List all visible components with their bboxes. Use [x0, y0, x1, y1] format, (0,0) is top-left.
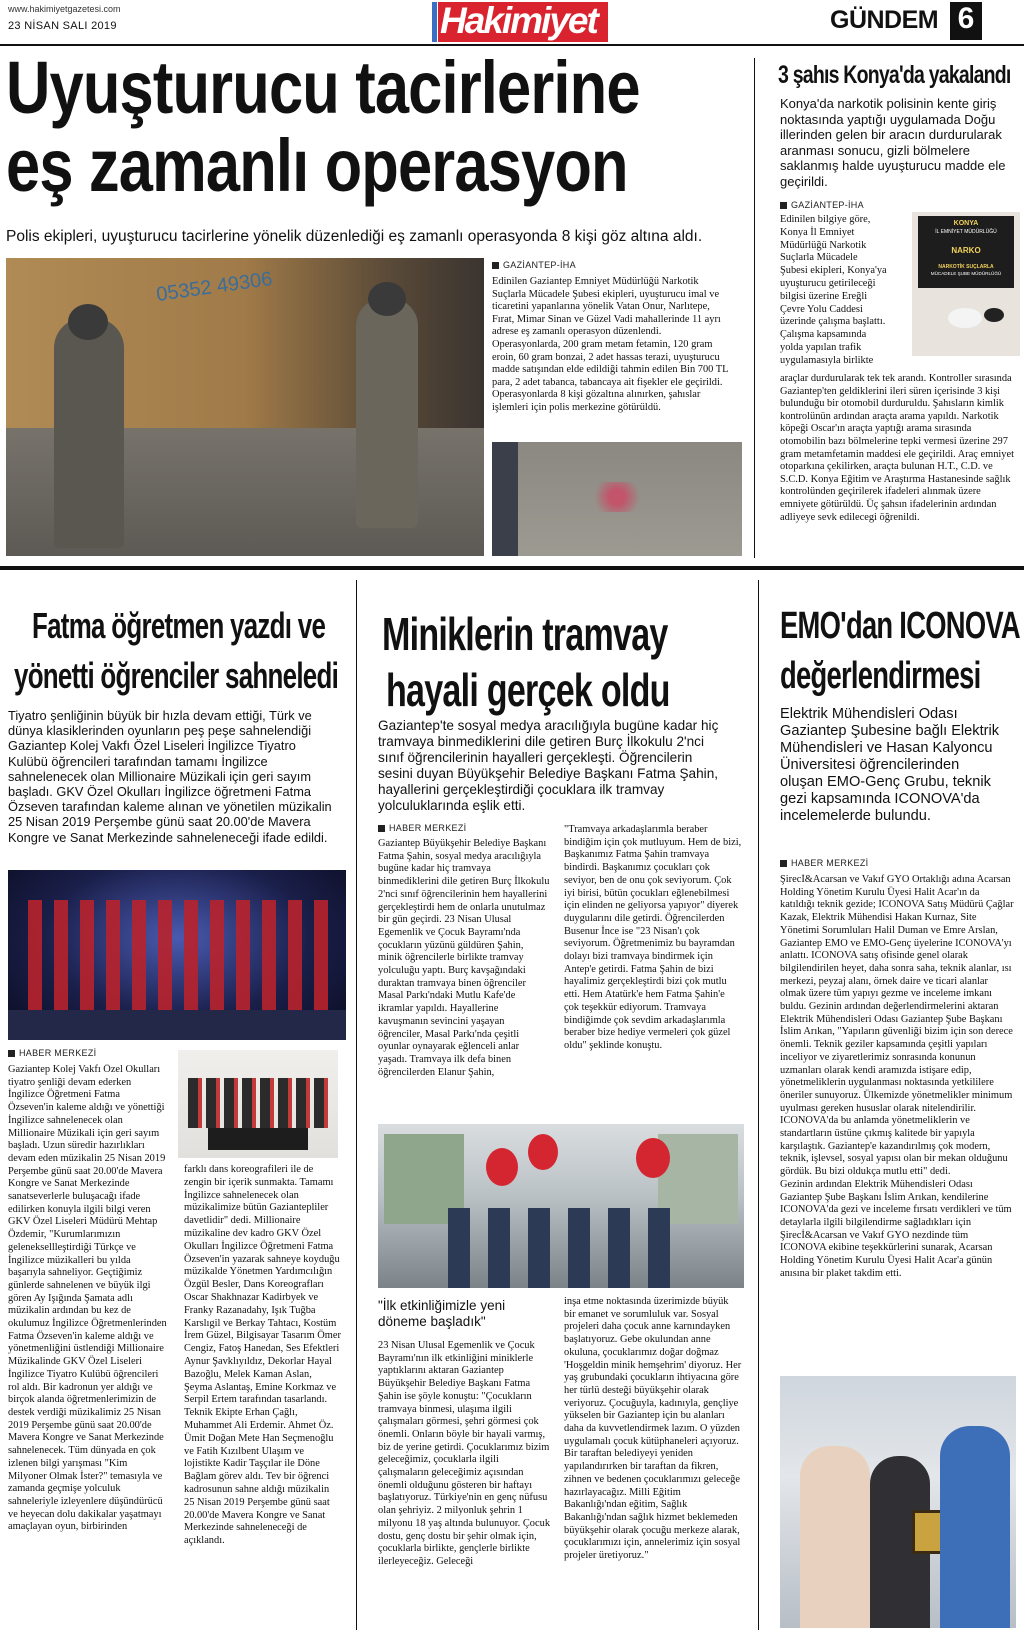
- konya-evidence-black: [984, 308, 1004, 322]
- konya-sign-line3: NARKOTİK SUÇLARLA: [938, 264, 994, 270]
- tram-children: [448, 1208, 678, 1288]
- lead-dek: Polis ekipleri, uyuşturucu tacirlerine yönelik düzenlediği eş zamanlı operasyonda 8 kişi göz altına aldı.: [6, 228, 703, 245]
- tram-headline-line1: Miniklerin tramvay: [382, 608, 668, 660]
- tram-body-col1: Gaziantep Büyükşehir Belediye Başkanı Fatma Şahin, sosyal medya aracılığıyla bugüne kadar hiç tramvaya binmediklerini dile getiren Burç İlkokulu 2'nci sınıf öğrencilerinin hem hayallerini gerçekleştirdi hem de onlarla unutulmaz bir gün geçirdi. 23 Nisan Ulusal Egemenlik ve Çocuk Bayramı'nda çocukların yüzünü güldüren Şahin, minik öğrencilerle birlikte tramvay yolculuğu yaptı. Burç kavşağındaki duraktan tramvaya binen öğrenciler Masal Parkı'ndaki Mutlu Kafe'de ikramlar yapıldı. Hayallerine kavuşmanın sevincini yaşayan öğrenciler, Masal Parkı'nda çeşitli oyunlar oynayarak eğlenceli anlar yaşadı. Tramvaya ilk defa binen öğrencilerden Elanur Şahin,: [378, 838, 550, 1078]
- section-name: GÜNDEM: [830, 6, 939, 34]
- emo-person-right: [940, 1426, 1010, 1628]
- stage-floor: [8, 1010, 346, 1040]
- konya-headline: 3 şahıs Konya'da yakalandı: [778, 61, 1011, 89]
- lead-byline: GAZİANTEP-İHA: [492, 260, 576, 270]
- officer-left: [54, 318, 124, 548]
- officer-right: [356, 298, 418, 528]
- tram-body-col2: "Tramvaya arkadaşlarımla beraber bindiğim için çok mutluyum. Hem de bizi, Başkanımız Fatma Şahin tramvaya bindirdi. Başkanımız çocukları çok seviyor, ben de onu çok seviyorum. Çok iyi birisi, bütün çocukları eğlenebilmesi için elinden ne geliyorsa yapıyor" diyerek duygularını dile getirdi. Öğrencilerden Busenur İnce ise "23 Nisan'ı çok seviyorum. Öğretmenimiz bu bayramdan dolayı bizi tramvaya bindirmek için Antep'e getirdi. Fatma Şahin de bizi hayalimiz gerçekleştirdi bizi çok mutlu etti. Hem Atatürk'e hem Fatma Şahin'e çok teşekkür ediyorum. Tramvaya bindiğimde çok sevdim arkadaşlarımla beraber bize hediye vermeleri çok güzel oldu" şeklinde konuştu.: [564, 824, 742, 1051]
- officer-left-helmet: [68, 304, 108, 340]
- issue-date: 23 NİSAN SALI 2019: [8, 20, 117, 32]
- group-table: [208, 1128, 308, 1150]
- lead-headline-line2: eş zamanlı operasyon: [6, 124, 628, 207]
- lead-body: Edinilen Gaziantep Emniyet Müdürlüğü Narkotik Suçlarla Mücadele Şubesi ekipleri, uyuşturucu imal ve ticaretini yapanlarına yönelik Vatan Onur, Narlıtepe, Fırat, Mimar Sinan ve Güzel Vadi mahallerinde 11 ayrı adrese eş zamanlı operasyon düzenlendi. Operasyonlarda, 200 gram metam fetamin, 120 gram eroin, 60 gram bonzai, 2 adet hassas terazi, uyuşturucu madde satışından elde edildiği tahmin edilen Bin 700 TL para, 2 adet tabanca, tabancaya ait fişekler ele geçirildi. Operasyonlarda 8 kişi gözaltına alınırken, şahıslar işlemleri için polis merkezine götürüldü.: [492, 276, 729, 413]
- evidence-items: [582, 482, 652, 512]
- fatma-body-col2: farklı dans koreografileri ile de zengin bir içerik sunmakta. Tamamı İngilizce sahnelenecek olan müzikalimize bütün Gaziantepliler davetlidir" dedi. Millionaire müzikaline dev kadro GKV Özel Okulları İngilizce Öğretmeni Fatma Özseven'in yazarak sahneye koyduğu müzikalde Yönetmen Yardımcılığın Özgül Besler, Dans Koreografları Oscar Shakhnazar Kadirbyek ve Franky Razanadahy, Işık Tuğba Karslıgil ve Berkay Tahtacı, Kostüm İrem Güzel, Bilgisayar Tasarım Ömer Cengiz, Fatoş Hanedan, Ses Efektleri Aynur Şavklıyıldız, Dekorlar Hayal Bazoğlu, Melek Kaman Aslan, Şeyma Aslantaş, Emine Korkmaz ve Serpil Ertem tarafından tasarlandı. Teknik Ekipte Erhan Çağlı, Muhammet Ali Erdemir. Ahmet Öz. Ümit Doğan Mete Han Seçmenoğlu ve Fatih Kızılbent Ulaşım ve lojistikte Kadir Taşçılar ile Döne Bağlam görev aldı. Tev bir öğrenci kadrosunun sahne aldığı müzikalin 25 Nisan 2019 Perşembe günü saat 20.00'de Mavera Kongre ve Sanat Merkezinde sahneleneceği de açıklandı.: [184, 1164, 341, 1547]
- konya-sign-line4: MÜCADELE ŞUBE MÜDÜRLÜĞÜ: [930, 271, 1002, 276]
- emo-byline: HABER MERKEZİ: [780, 858, 868, 868]
- officer-right-helmet: [368, 282, 406, 316]
- emo-dek: Elektrik Mühendisleri Odası Gaziantep Şubesine bağlı Elektrik Mühendisleri ve Hasan Kalyoncu Üniversitesi öğrencilerinden oluşan EMO-Genç Grubu, teknik gezi kapsamında ICONOVA'da incelemelerde bulundu.: [780, 706, 1000, 824]
- fatma-column-rule: [356, 580, 357, 1630]
- fatma-group-photo: [178, 1050, 338, 1158]
- tram-photo: [378, 1124, 744, 1288]
- konya-dek: Konya'da narkotik polisinin kente giriş noktasında yaptığı uygulamada Doğu illerinden gelen bir aracın durdurularak aranması sonucu, gizli bölmelere saklanmış halde uyuşturucu madde ele geçirildi.: [780, 96, 1006, 189]
- performer-group: [28, 900, 328, 1010]
- balloon-1: [486, 1148, 518, 1186]
- fatma-stage-photo: [8, 870, 346, 1040]
- konya-body-wide: araçlar durdurularak tek tek arandı. Kontroller sırasında Gaziantep'ten geldiklerini ileri süren içerisinde 3 kişi bulunduğu bir otomobil durduruldu. Şahısların kimlik kontrolünün ardından araçta arama yapıldı. Narkotik köpeği Oscar'ın araçta yaptığı arama sırasında otomobilin bazı bölmelerine tepki vermesi üzerine 297 gram metamfetamin maddesi ele geçirildi. Araç emniyet otoparkına çekilirken, araçta bulunan H.T., C.D. ve S.C.D. Konya Eğitim ve Araştırma Hastanesinde sağlık kontrolünden geçirilerek ifadeleri alınmak üzere emniyete götürüldü. Üç şahsın ifadelerinin ardından adliyeye sevk edilecegi öğrenildi.: [780, 373, 1014, 523]
- wall-graffiti: 05352 49306: [154, 267, 274, 307]
- evidence-person: [492, 442, 518, 556]
- lead-photo-evidence: [492, 442, 742, 556]
- masthead-logo: [428, 2, 608, 42]
- lead-photo: [6, 258, 484, 556]
- fatma-headline-line2: yönetti öğrenciler sahneledi: [14, 655, 339, 696]
- lead-headline-line1: Uyuşturucu tacirlerine: [6, 46, 640, 129]
- emo-person-left: [800, 1446, 870, 1628]
- group-people: [188, 1078, 328, 1128]
- fatma-dek: Tiyatro şenliğinin büyük bir hızla devam ettiği, Türk ve dünya klasiklerinden oyunların peş peşe sahnelendiği Gaziantep Kolej Vakfı Özel Liseleri İngilizce Tiyatro Kulübü öğrencileri tarafından tamamı İngilizce sahnelenecek olan Millionaire Müzikali için geri sayım başladı. GKV Özel Okulları İngilizce öğretmeni Fatma Özseven tarafından kaleme alınan ve yönetilen müzikalin 25 Nisan 2019 Perşembe günü saat 20.00'de Mavera Kongre ve Sanat Merkezinde sahneleneceği ifade edildi.: [8, 708, 332, 845]
- upper-section-rule: [0, 566, 1024, 570]
- logo-text: Hakimiyet: [440, 2, 597, 41]
- konya-body-narrow: Edinilen bilgiye göre, Konya İl Emniyet Müdürlüğü Narkotik Suçlarla Mücadele Şubesi ekipleri, Konya'ya uyuşturucu getirileceği bilgisi üzerine Ereğli Çevre Yolu Caddesi üzerinde çalışma başlattı. Çalışma kapsamında yolda yapılan trafik uygulamasıyla birlikte: [780, 214, 887, 366]
- konya-sign-line1: KONYA: [953, 220, 979, 227]
- page-number: 6: [957, 2, 975, 35]
- fatma-byline: HABER MERKEZİ: [8, 1048, 96, 1058]
- tram-body-col3: 23 Nisan Ulusal Egemenlik ve Çocuk Bayramı'nın ilk etkinliğini miniklerle yaptıklarını aktaran Gaziantep Büyükşehir Belediye Başkanı Fatma Şahin ise şöyle konuştu: "Çocukların tramvaya binmesi, ulaşıma ilgili çalışmaları görmesi, şehri görmesi çok önemli. Onların böyle bir hayali varmış, biz de yerine getirdi. Çocuklarımız bizim geleceğimiz, çocuklarla ilgili çalışmaların geleceğimiz açısından önemli olduğunu gösteren bir haftayı başlatıyoruz. Türkiye'nin en genç nüfusu olan şehriyiz. 2 milyonluk şehrin 1 milyonu 18 yaş altında bulunuyor. Çocuk dostu, genç dostu bir şehir olmak için, çocuklarla birlikte, gençlerle birlikte ilerleyeceğiz. Geleceği: [378, 1340, 550, 1567]
- konya-photo: [912, 212, 1020, 356]
- emo-headline-line1: EMO'dan ICONOVA: [780, 605, 1020, 647]
- konya-byline: GAZİANTEP-İHA: [780, 200, 864, 210]
- tram-byline: HABER MERKEZİ: [378, 823, 466, 833]
- tram-column-rule: [758, 580, 759, 1630]
- emo-body: Şirecİ&Acarsan ve Vakıf GYO Ortaklığı adına Acarsan Holding Yönetim Kurulu Üyesi Halit Acar'ın da katıldığı teknik gezide; ICONOVA Satış Müdürü Çağlar Kazak, Elektrik Mühendisi Hakan Kurnaz, Site Yönetimi Sorumluları Halil Duman ve Emre Arslan, Gaziantep EMO ve EMO-Genç üyelerine ICONOVA'yı anlattı. ICONOVA satış ofisinde genel olarak bilgilendirilen heyet, daha sonra saha, teknik alanlar, ısı merkezi, peyzaj alanı, örnek daire ve ticari alanlar olmak üzere tüm yapıyı gezme ve inceleme imkanı buldu. Gezinin ardından değerlendirmelerini aktaran Elektrik Mühendisleri Odası Gaziantep Şube Başkanı İslim Arıkan, "Yapıların güvenliği bizim için son derece önemli. Teknik geziler kapsamında çeşitli yapıları inceliyor ve ziyaretlerimiz sonrasında konunun uzmanları olarak kendi aramızda istişare edip, yönetmeliklerin uygulanması noktasında yetkililere öneriler sunuyoruz. Ülkemizde yönetmelikler minimum uyulması gereken hususlar olarak nitelendirilir. ICONOVA'da bu anlamda yönetmeliklerin ve standartların üstüne çıkmış kalitede bir yapıyla karşılaştık. Gaziantep'e kazandırılmış çok modern, teknik, işlevsel, sosyal yapısı olan bir mekan olduğunu gördük. Bu bizi oldukça mutlu etti" dedi. Gezinin ardından Elektrik Mühendisleri Odası Gaziantep Şube Başkanı İslim Arıkan, kendilerine ICONOVA'da gezi ve inceleme fırsatı verdikleri ve tüm detaylarla ilgili bilgilendirme sağladıkları için Şirecİ&Acarsan ve Vakıf GYO nezdinde tüm ICONOVA ekibine teşekkürlerini sunarak, Acarsan Holding Yönetim Kurulu Üyesi Halit Acar'a günün anısına bir plaket takdim etti.: [780, 874, 1014, 1279]
- fatma-headline-line1: Fatma öğretmen yazdı ve: [32, 605, 326, 646]
- logo-flag-strip-inner: [432, 2, 437, 42]
- konya-sign-line2: İL EMNİYET MÜDÜRLÜĞÜ: [935, 229, 997, 235]
- konya-evidence-bag: [948, 308, 982, 328]
- balloon-2: [528, 1134, 558, 1170]
- emo-headline-line2: değerlendirmesi: [780, 655, 981, 697]
- tram-headline-line2: hayali gerçek oldu: [386, 664, 670, 716]
- emo-photo: [780, 1376, 1016, 1628]
- konya-sign-logo: NARKO: [951, 246, 981, 255]
- tram-dek: Gaziantep'te sosyal medya aracılığıyla bugüne kadar hiç tramvaya binmediklerini dile getiren Burç İlkokulu 2'nci sınıf öğrencilerinin hayalleri gerçekleşti. Öğrencilerin sesini duyan Büyükşehir Belediye Başkanı Fatma Şahin, hayallerini gerçekleştirdiği çocuklara ilk tramvay yolculuklarında eşlik etti.: [378, 718, 719, 813]
- fatma-body-col1: Gaziantep Kolej Vakfı Özel Okulları tiyatro şenliği devam ederken İngilizce Öğretmeni Fatma Özseven'in kaleme aldığı ve yönettiği İngilizce sahnelenecek olan Millionaire Müzikali için geri sayım başladı. Uzun süredir hazırlıkları devam eden müzikalin 25 Nisan 2019 Perşembe günü saat 20.00'de Mavera Kongre ve Sanat Merkezinde sanatseverlerle buluşacağı ifade edilirken konuyla ilgili bilgi veren GKV Özel Liseleri Müdürü Mehtap Özdemir, "Kurumlarımızın geleneksellleştirdiği Türkçe ve İngilizce müzikalleri bu yılda başarıyla sahneliyor. Geçtiğimiz günlerde sahnelenen ve büyük ilgi gören Ay Işığında Şamata adlı müzikalin ardından bu kez de okulumuz İngilizce Öğretmenlerinden Fatma Özseven'in kaleme aldığı ve yönetmenliğini üstlendiği Millionaire Müzikalinde GKV Özel Liseleri İngilizce Tiyatro Kulübü öğrencileri rol aldı. Bir kadronun yer aldığı ve birçok alanda öğretmenlerimizin de destek verdiği müzikalimiz 25 Nisan 2019 Perşembe günü saat 20.00'de Mavera Kongre ve Sanat Merkezinde sahnelenecek. Tüm dünyada en çok izlenen bilgi yarışması "Kim Milyoner Olmak İster?" temasıyla ve zamanda geçmişe yolculuk sahneleriyle izleyenlere düşündürücü ve heyecan dolu dakikalar yaşatmayı amaçlayan oyun, birbirinden: [8, 1064, 167, 1533]
- website-url: www.hakimiyetgazetesi.com: [8, 4, 121, 14]
- tram-quote-head: "İlk etkinliğimizle yeni döneme başladık": [378, 1298, 506, 1329]
- tram-body-col4: inşa etme noktasında üzerimizde büyük bir emanet ve sorumluluk var. Sosyal projeleri daha çocuk anne karnındayken başlatıyoruz. Gebe okulundan anne okuluna, çocuklarımız doğar doğmaz 'Hoşgeldin minik hemşehrim' diyoruz. Her yaş grubundaki çocukların ihtiyacına göre her türlü desteği büyükşehir olarak veriyoruz. Çocuğuyla, kadınıyla, gençliye yükselen bir Gaziantep için bu alanları daha da kuvvetlendirmek lazım. O yüzden uygulamalı çocuk kütüphaneleri açıyoruz. Bir taraftan belediyeyi yeniden yapılandırırken bir taraftan da fikren, zihnen ve bedenen çocuklarımızı geleceğe hazırlayacağız. Milli Eğitim Bakanlığı'ndan eğitim, Sağlık Bakanlığı'ndan sağlık hizmet beklemeden büyükşehir olarak çocuğu merkeze alarak, çocuklarımızı için, annelerimiz için sosyal projeler üretiyoruz.": [564, 1296, 742, 1562]
- balloon-3: [636, 1138, 670, 1178]
- lead-column-rule: [754, 58, 755, 558]
